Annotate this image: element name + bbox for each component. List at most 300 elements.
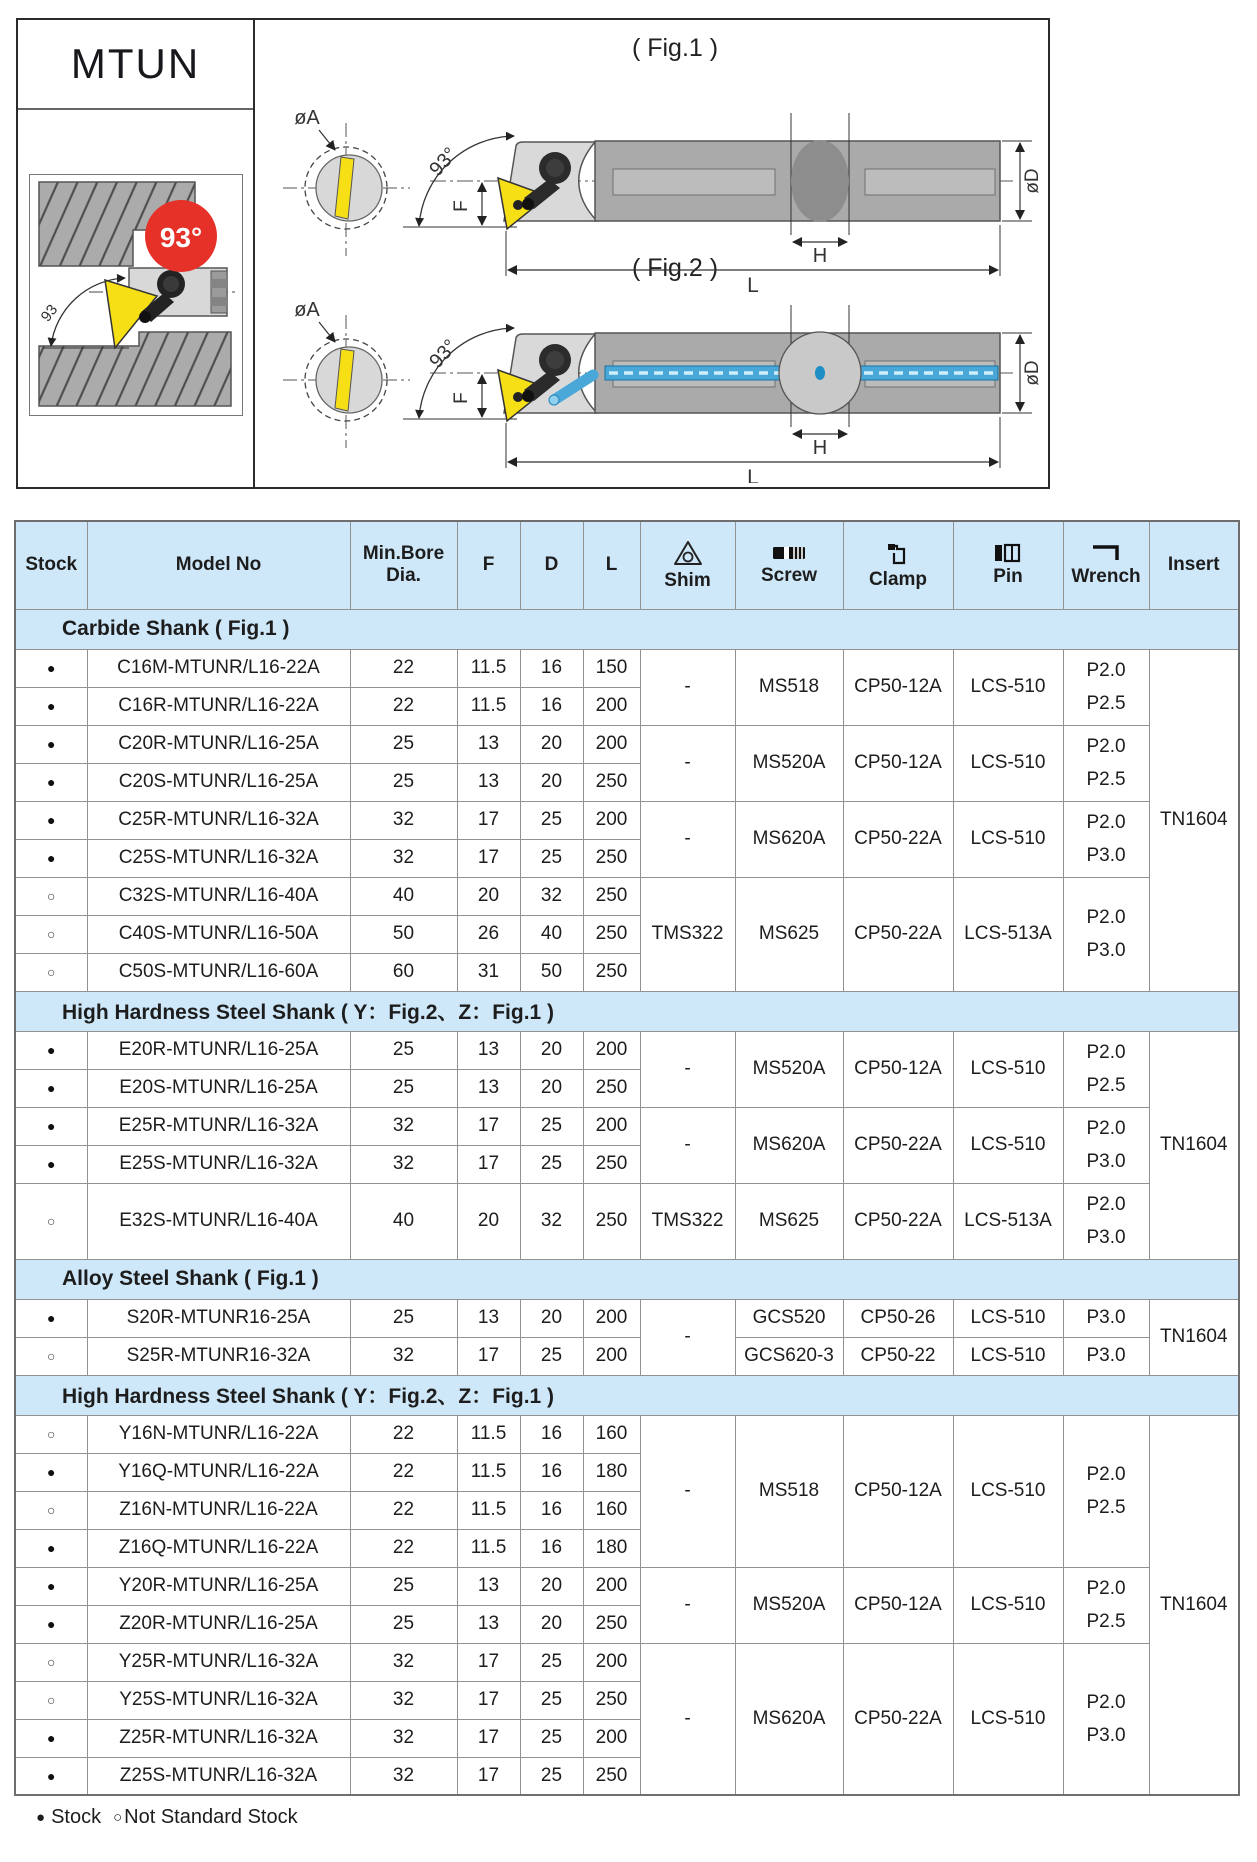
cell-stock <box>15 1681 87 1719</box>
stock-dot: ○ <box>47 888 56 904</box>
cell-f: 13 <box>457 1069 520 1107</box>
fig1-clamp-bulge <box>791 140 849 222</box>
tool-figures-drawing <box>255 20 1044 483</box>
cell-clamp: CP50-22A <box>843 1107 953 1183</box>
table-row <box>15 1567 1239 1605</box>
stock-dot: ○ <box>47 1348 56 1364</box>
cell-wrench: P3.0 <box>1063 1337 1149 1375</box>
cell-l: 200 <box>583 1567 640 1605</box>
cell-stock <box>15 1145 87 1183</box>
stock-dot: ● <box>47 1156 56 1172</box>
cell-shim: TMS322 <box>640 877 735 991</box>
cell-wrench <box>1063 1415 1149 1567</box>
pin-icon <box>992 543 1024 563</box>
cell-insert: TN1604 <box>1149 1031 1239 1259</box>
cell-model: Y16N-MTUNR/L16-22A <box>87 1415 350 1453</box>
cell-clamp: CP50-22A <box>843 1643 953 1795</box>
fig2-drawing <box>283 299 1043 483</box>
stock-dot: ○ <box>47 1502 56 1518</box>
cell-l: 250 <box>583 839 640 877</box>
cell-shim: TMS322 <box>640 1183 735 1259</box>
cell-d: 20 <box>520 1069 583 1107</box>
cell-l: 200 <box>583 801 640 839</box>
table-row <box>15 1299 1239 1337</box>
cell-model: C50S-MTUNR/L16-60A <box>87 953 350 991</box>
cell-l: 250 <box>583 763 640 801</box>
cell-insert: TN1604 <box>1149 1299 1239 1375</box>
cell-d: 16 <box>520 1415 583 1453</box>
cell-stock <box>15 1491 87 1529</box>
cell-pin: LCS-513A <box>953 877 1063 991</box>
cell-d: 20 <box>520 1605 583 1643</box>
cell-bore: 50 <box>350 915 457 953</box>
wrench-size: P2.0 <box>1086 812 1126 833</box>
cell-model: Y25R-MTUNR/L16-32A <box>87 1643 350 1681</box>
wrench-size: P2.0 <box>1086 907 1126 928</box>
cell-stock <box>15 1415 87 1453</box>
stock-label: Stock <box>51 1806 102 1828</box>
stock-dot: ● <box>47 736 56 752</box>
cell-d: 16 <box>520 1453 583 1491</box>
cell-l: 250 <box>583 1757 640 1795</box>
wrench-size: P3.0 <box>1086 1227 1126 1248</box>
figure-panel <box>16 18 1050 489</box>
cell-bore: 25 <box>350 1031 457 1069</box>
cell-d: 20 <box>520 1031 583 1069</box>
cell-pin: LCS-510 <box>953 801 1063 877</box>
cell-stock <box>15 915 87 953</box>
angle-badge <box>145 200 217 272</box>
cell-l: 250 <box>583 1681 640 1719</box>
cell-bore: 22 <box>350 687 457 725</box>
cell-stock <box>15 1605 87 1643</box>
cell-l: 160 <box>583 1491 640 1529</box>
dim-f-label: F <box>451 200 472 212</box>
wrench-size: P2.0 <box>1086 1691 1126 1713</box>
wrench-size: P2.0 <box>1086 736 1126 757</box>
cell-model: C20R-MTUNR/L16-25A <box>87 725 350 763</box>
cell-model: C20S-MTUNR/L16-25A <box>87 763 350 801</box>
workpiece-detail-frame <box>29 174 243 416</box>
cell-f: 13 <box>457 1299 520 1337</box>
wrench-size: P3.0 <box>1086 1151 1126 1172</box>
cell-f: 11.5 <box>457 1491 520 1529</box>
cell-stock <box>15 1107 87 1145</box>
cell-f: 17 <box>457 1643 520 1681</box>
cell-stock <box>15 801 87 839</box>
cell-stock <box>15 1299 87 1337</box>
cell-d: 25 <box>520 1643 583 1681</box>
col-header-d: D <box>520 521 583 609</box>
cell-stock <box>15 687 87 725</box>
cell-model: S25R-MTUNR16-32A <box>87 1337 350 1375</box>
cell-stock <box>15 953 87 991</box>
cell-stock <box>15 1453 87 1491</box>
cell-bore: 32 <box>350 1337 457 1375</box>
cell-clamp: CP50-22A <box>843 877 953 991</box>
cell-l: 150 <box>583 649 640 687</box>
cell-pin: LCS-510 <box>953 1299 1063 1337</box>
page-title: MTUN <box>70 40 201 87</box>
cell-shim: - <box>640 1643 735 1795</box>
cell-bore: 25 <box>350 1567 457 1605</box>
cell-d: 25 <box>520 1337 583 1375</box>
cell-screw: MS518 <box>735 1415 843 1567</box>
cell-l: 200 <box>583 1719 640 1757</box>
cell-d: 50 <box>520 953 583 991</box>
cell-wrench <box>1063 801 1149 877</box>
cell-bore: 22 <box>350 1453 457 1491</box>
cell-clamp: CP50-12A <box>843 1567 953 1643</box>
col-header-l: L <box>583 521 640 609</box>
section-title: Alloy Steel Shank ( Fig.1 ) <box>15 1259 1239 1299</box>
figures-area <box>255 20 1048 487</box>
cell-d: 32 <box>520 1183 583 1259</box>
section-title: High Hardness Steel Shank ( Y：Fig.2、Z：Fig.1 ) <box>15 991 1239 1031</box>
cell-model: Z25S-MTUNR/L16-32A <box>87 1757 350 1795</box>
stock-dot: ● <box>47 1118 56 1134</box>
wrench-size: P2.0 <box>1086 1042 1126 1063</box>
cell-l: 200 <box>583 1031 640 1069</box>
section-header-row <box>15 991 1239 1031</box>
table-row <box>15 1183 1239 1259</box>
stock-dot: ● <box>47 774 56 790</box>
cell-stock <box>15 1719 87 1757</box>
cell-wrench <box>1063 1643 1149 1795</box>
cell-bore: 25 <box>350 1299 457 1337</box>
cell-l: 250 <box>583 1605 640 1643</box>
wrench-size: P2.0 <box>1086 660 1126 681</box>
cell-screw: MS520A <box>735 1567 843 1643</box>
cell-l: 200 <box>583 1337 640 1375</box>
wrench-size: P2.5 <box>1086 769 1126 790</box>
cell-f: 31 <box>457 953 520 991</box>
dim-h-label: H <box>812 245 828 267</box>
cell-stock <box>15 1757 87 1795</box>
fig2-label: ( Fig.2 ) <box>631 254 719 282</box>
cell-model: Z16N-MTUNR/L16-22A <box>87 1491 350 1529</box>
cell-model: C32S-MTUNR/L16-40A <box>87 877 350 915</box>
cell-clamp: CP50-22A <box>843 801 953 877</box>
stock-dot: ● <box>47 1616 56 1632</box>
section-header-row <box>15 609 1239 649</box>
stock-dot: ○ <box>47 1426 56 1442</box>
cell-f: 20 <box>457 877 520 915</box>
header-row <box>15 521 1239 609</box>
workpiece-bottom-block <box>39 332 231 406</box>
cell-clamp: CP50-12A <box>843 1415 953 1567</box>
col-header-insert: Insert <box>1149 521 1239 609</box>
wrench-size: P3.0 <box>1086 845 1126 866</box>
cell-stock <box>15 839 87 877</box>
stock-dot: ● <box>47 1540 56 1556</box>
cell-screw: MS520A <box>735 1031 843 1107</box>
cell-pin: LCS-510 <box>953 1643 1063 1795</box>
stock-dot: ● <box>47 1080 56 1096</box>
stock-dot: ● <box>47 698 56 714</box>
dim-l-label: L <box>747 274 759 297</box>
cell-bore: 25 <box>350 1069 457 1107</box>
col-header-clamp: Clamp <box>843 521 953 609</box>
cell-shim: - <box>640 1299 735 1375</box>
col-header-shim: Shim <box>640 521 735 609</box>
cell-d: 20 <box>520 763 583 801</box>
cell-f: 17 <box>457 1107 520 1145</box>
cell-model: Y20R-MTUNR/L16-25A <box>87 1567 350 1605</box>
wrench-size: P2.0 <box>1086 1578 1126 1599</box>
cell-screw: MS518 <box>735 649 843 725</box>
dim-angle-label: 93° <box>425 143 462 181</box>
wrench-icon <box>1090 543 1122 563</box>
cell-l: 250 <box>583 1145 640 1183</box>
cell-f: 13 <box>457 1031 520 1069</box>
cell-model: S20R-MTUNR16-25A <box>87 1299 350 1337</box>
cell-screw: MS620A <box>735 1107 843 1183</box>
cell-wrench <box>1063 649 1149 725</box>
cell-bore: 25 <box>350 725 457 763</box>
cell-pin: LCS-513A <box>953 1183 1063 1259</box>
table-row <box>15 1031 1239 1069</box>
cell-f: 17 <box>457 1757 520 1795</box>
cell-f: 11.5 <box>457 1453 520 1491</box>
cell-l: 250 <box>583 1183 640 1259</box>
wrench-size: P2.0 <box>1086 1118 1126 1139</box>
model-title-cell <box>18 20 253 110</box>
table-row <box>15 649 1239 687</box>
cell-d: 16 <box>520 649 583 687</box>
col-header-f: F <box>457 521 520 609</box>
cell-model: C16R-MTUNR/L16-22A <box>87 687 350 725</box>
cell-l: 250 <box>583 1069 640 1107</box>
cell-clamp: CP50-12A <box>843 725 953 801</box>
cell-stock <box>15 1529 87 1567</box>
dim-oa-label: øA <box>294 107 320 129</box>
cell-pin: LCS-510 <box>953 1415 1063 1567</box>
cell-model: Z25R-MTUNR/L16-32A <box>87 1719 350 1757</box>
not-standard-dot: ○ <box>113 1809 123 1826</box>
cell-clamp: CP50-12A <box>843 1031 953 1107</box>
cell-shim: - <box>640 1567 735 1643</box>
stock-dot: ● <box>47 850 56 866</box>
clamp-icon <box>884 540 912 566</box>
stock-dot: ○ <box>47 1213 56 1229</box>
cell-l: 200 <box>583 1107 640 1145</box>
table-row <box>15 725 1239 763</box>
cell-l: 160 <box>583 1415 640 1453</box>
stock-filled-dot: ● <box>36 1809 46 1826</box>
cell-wrench <box>1063 877 1149 991</box>
wrench-size: P3.0 <box>1086 1724 1126 1746</box>
cell-l: 200 <box>583 1643 640 1681</box>
stock-dot: ● <box>47 660 56 676</box>
wrench-size: P2.0 <box>1086 1464 1126 1485</box>
spec-table <box>14 520 1240 1796</box>
cell-d: 16 <box>520 1491 583 1529</box>
not-standard-label: Not Standard Stock <box>124 1806 298 1828</box>
cell-d: 32 <box>520 877 583 915</box>
cell-f: 17 <box>457 801 520 839</box>
cell-model: C25S-MTUNR/L16-32A <box>87 839 350 877</box>
cell-model: E32S-MTUNR/L16-40A <box>87 1183 350 1259</box>
cell-bore: 25 <box>350 763 457 801</box>
cell-l: 180 <box>583 1529 640 1567</box>
fig1-label: ( Fig.1 ) <box>631 34 719 62</box>
cell-stock <box>15 763 87 801</box>
cell-d: 25 <box>520 1145 583 1183</box>
cell-bore: 32 <box>350 1107 457 1145</box>
stock-dot: ○ <box>47 1692 56 1708</box>
cell-f: 17 <box>457 1681 520 1719</box>
stock-dot: ● <box>47 1042 56 1058</box>
cell-shim: - <box>640 725 735 801</box>
cell-wrench <box>1063 1567 1149 1643</box>
cell-bore: 25 <box>350 1605 457 1643</box>
cell-screw: GCS620-3 <box>735 1337 843 1375</box>
cell-bore: 32 <box>350 1681 457 1719</box>
cell-f: 11.5 <box>457 687 520 725</box>
stock-dot: ○ <box>47 1654 56 1670</box>
table-row <box>15 877 1239 915</box>
cell-stock <box>15 1069 87 1107</box>
table-row <box>15 1107 1239 1145</box>
cell-f: 11.5 <box>457 649 520 687</box>
cell-shim: - <box>640 649 735 725</box>
stock-dot: ● <box>47 1464 56 1480</box>
cell-screw: MS620A <box>735 801 843 877</box>
cell-bore: 32 <box>350 1719 457 1757</box>
section-header-row <box>15 1259 1239 1299</box>
cell-model: Z20R-MTUNR/L16-25A <box>87 1605 350 1643</box>
stock-dot: ● <box>47 1730 56 1746</box>
cell-screw: MS520A <box>735 725 843 801</box>
cell-screw: MS625 <box>735 1183 843 1259</box>
cell-f: 13 <box>457 725 520 763</box>
cell-bore: 32 <box>350 1643 457 1681</box>
cell-screw: MS625 <box>735 877 843 991</box>
cell-d: 16 <box>520 1529 583 1567</box>
cell-d: 16 <box>520 687 583 725</box>
cell-f: 17 <box>457 1719 520 1757</box>
cell-pin: LCS-510 <box>953 1107 1063 1183</box>
stock-dot: ● <box>47 812 56 828</box>
cell-l: 200 <box>583 725 640 763</box>
coolant-outlet <box>815 366 825 380</box>
workpiece-detail-drawing <box>31 176 241 414</box>
model-panel <box>18 20 255 487</box>
cell-model: C40S-MTUNR/L16-50A <box>87 915 350 953</box>
cell-l: 180 <box>583 1453 640 1491</box>
cell-shim: - <box>640 1415 735 1567</box>
cell-wrench <box>1063 1031 1149 1107</box>
cell-bore: 32 <box>350 839 457 877</box>
cell-stock <box>15 877 87 915</box>
cell-stock <box>15 1337 87 1375</box>
cell-clamp: CP50-26 <box>843 1299 953 1337</box>
cell-screw: MS620A <box>735 1643 843 1795</box>
cell-pin: LCS-510 <box>953 649 1063 725</box>
cell-clamp: CP50-22 <box>843 1337 953 1375</box>
table-row <box>15 1643 1239 1681</box>
cell-d: 20 <box>520 1299 583 1337</box>
cell-f: 13 <box>457 763 520 801</box>
wrench-size: P2.5 <box>1086 1075 1126 1096</box>
cell-pin: LCS-510 <box>953 725 1063 801</box>
cell-f: 17 <box>457 1145 520 1183</box>
cell-bore: 22 <box>350 1529 457 1567</box>
angle-badge-label: 93° <box>159 222 202 253</box>
cell-stock <box>15 1567 87 1605</box>
cell-bore: 22 <box>350 1415 457 1453</box>
cell-f: 13 <box>457 1605 520 1643</box>
cell-shim: - <box>640 1031 735 1107</box>
cell-clamp: CP50-22A <box>843 1183 953 1259</box>
cell-stock <box>15 649 87 687</box>
cell-f: 26 <box>457 915 520 953</box>
wrench-size: P2.0 <box>1086 1194 1126 1215</box>
cell-model: Y16Q-MTUNR/L16-22A <box>87 1453 350 1491</box>
stock-dot: ○ <box>47 926 56 942</box>
cell-bore: 22 <box>350 649 457 687</box>
col-header-stock: Stock <box>15 521 87 609</box>
cell-model: E20S-MTUNR/L16-25A <box>87 1069 350 1107</box>
table-row <box>15 1337 1239 1375</box>
cell-d: 25 <box>520 1719 583 1757</box>
angle-arc-label: 93 <box>37 301 61 326</box>
cell-bore: 22 <box>350 1491 457 1529</box>
cell-f: 17 <box>457 1337 520 1375</box>
cell-d: 25 <box>520 839 583 877</box>
cell-model: C25R-MTUNR/L16-32A <box>87 801 350 839</box>
table-row <box>15 1415 1239 1453</box>
cell-bore: 40 <box>350 877 457 915</box>
cell-pin: LCS-510 <box>953 1337 1063 1375</box>
cell-bore: 32 <box>350 1757 457 1795</box>
col-header-bore: Min.Bore Dia. <box>350 521 457 609</box>
cell-d: 40 <box>520 915 583 953</box>
cell-l: 200 <box>583 1299 640 1337</box>
cell-pin: LCS-510 <box>953 1031 1063 1107</box>
cell-model: E25R-MTUNR/L16-32A <box>87 1107 350 1145</box>
cell-wrench <box>1063 1183 1149 1259</box>
stock-legend <box>36 1806 298 1829</box>
section-header-row <box>15 1375 1239 1415</box>
col-header-model: Model No <box>87 521 350 609</box>
wrench-size: P3.0 <box>1086 940 1126 961</box>
cell-d: 25 <box>520 801 583 839</box>
stock-dot: ● <box>47 1578 56 1594</box>
screw-icon <box>771 544 807 562</box>
cell-f: 11.5 <box>457 1529 520 1567</box>
cell-model: C16M-MTUNR/L16-22A <box>87 649 350 687</box>
cell-bore: 60 <box>350 953 457 991</box>
dim-od-label: øD <box>1022 168 1043 194</box>
cell-bore: 40 <box>350 1183 457 1259</box>
cell-model: E20R-MTUNR/L16-25A <box>87 1031 350 1069</box>
cell-pin: LCS-510 <box>953 1567 1063 1643</box>
cell-d: 25 <box>520 1107 583 1145</box>
cell-insert: TN1604 <box>1149 649 1239 991</box>
shim-icon <box>672 539 704 567</box>
cell-insert: TN1604 <box>1149 1415 1239 1795</box>
cell-bore: 32 <box>350 1145 457 1183</box>
cell-d: 25 <box>520 1681 583 1719</box>
stock-dot: ○ <box>47 964 56 980</box>
cell-f: 13 <box>457 1567 520 1605</box>
cell-l: 200 <box>583 687 640 725</box>
cell-shim: - <box>640 801 735 877</box>
cell-l: 250 <box>583 877 640 915</box>
cell-bore: 32 <box>350 801 457 839</box>
